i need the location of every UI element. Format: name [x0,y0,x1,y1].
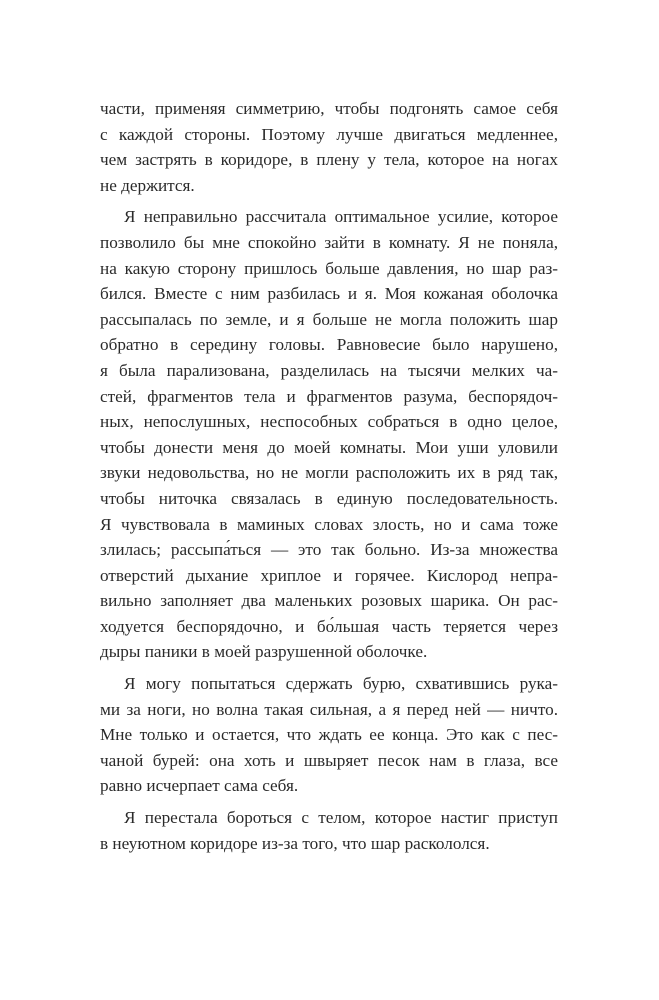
text-line: ходуется беспорядочно, и бо́льшая часть теряется через [100,616,558,636]
text-line: ных, непослушных, неспособных собраться в одно целое, [100,412,558,432]
text-line: на какую сторону пришлось больше давления, но шар раз- [100,258,558,278]
text-line: рассыпалась по земле, и я больше не могла положить шар [100,309,558,329]
body-text [100,96,558,856]
text-line: злилась; рассыпа́ться — это так больно. Из-за множества [100,540,558,560]
text-line: отверстий дыхание хриплое и горячее. Кислород непра- [100,565,558,585]
text-line: Я неправильно рассчитала оптимальное усилие, которое [124,207,558,227]
text-line: дыры паники в моей разрушенной оболочке. [100,642,428,662]
text-line: чаной бурей: она хоть и швыряет песок нам в глаза, все [100,750,558,770]
text-line: бился. Вместе с ним разбилась и я. Моя кожаная оболочка [100,284,558,304]
text-line: чем застрять в коридоре, в плену у тела, которое на ногах [100,150,558,170]
text-line: позволило бы мне спокойно зайти в комнату. Я не поняла, [100,232,558,252]
paragraph [100,96,558,198]
text-line: равно исчерпает сама себя. [100,776,299,796]
paragraph [100,204,558,665]
text-line: вильно заполняет два маленьких розовых шарика. Он рас- [100,591,558,611]
text-line: я была парализована, разделилась на тысячи мелких ча- [100,360,558,380]
text-line: обратно в середину головы. Равновесие было нарушено, [100,335,558,355]
text-line: ми за ноги, но волна такая сильная, а я перед ней — ничто. [100,699,558,719]
text-line: Я могу попытаться сдержать бурю, схватившись рука- [124,674,558,694]
paragraph [100,671,558,799]
text-line: с каждой стороны. Поэтому лучше двигаться медленнее, [100,124,558,144]
text-line: Мне только и остается, что ждать ее конца. Это как с пес- [100,725,558,745]
text-line: в неуютном коридоре из-за того, что шар раскололся. [100,833,490,853]
text-line: не держится. [100,175,195,195]
text-line: Я перестала бороться с телом, которое настиг приступ [124,808,558,828]
paragraph [100,805,558,856]
text-line: звуки недовольства, но не могли расположить их в ряд так, [100,463,558,483]
text-line: чтобы ниточка связалась в единую последовательность. [100,488,558,508]
text-line: Я чувствовала в маминых словах злость, но и сама тоже [100,514,558,534]
text-line: стей, фрагментов тела и фрагментов разума, беспорядоч- [100,386,558,406]
text-line: части, применяя симметрию, чтобы подгонять самое себя [100,99,558,118]
text-line: чтобы донести меня до моей комнаты. Мои уши уловили [100,437,558,457]
